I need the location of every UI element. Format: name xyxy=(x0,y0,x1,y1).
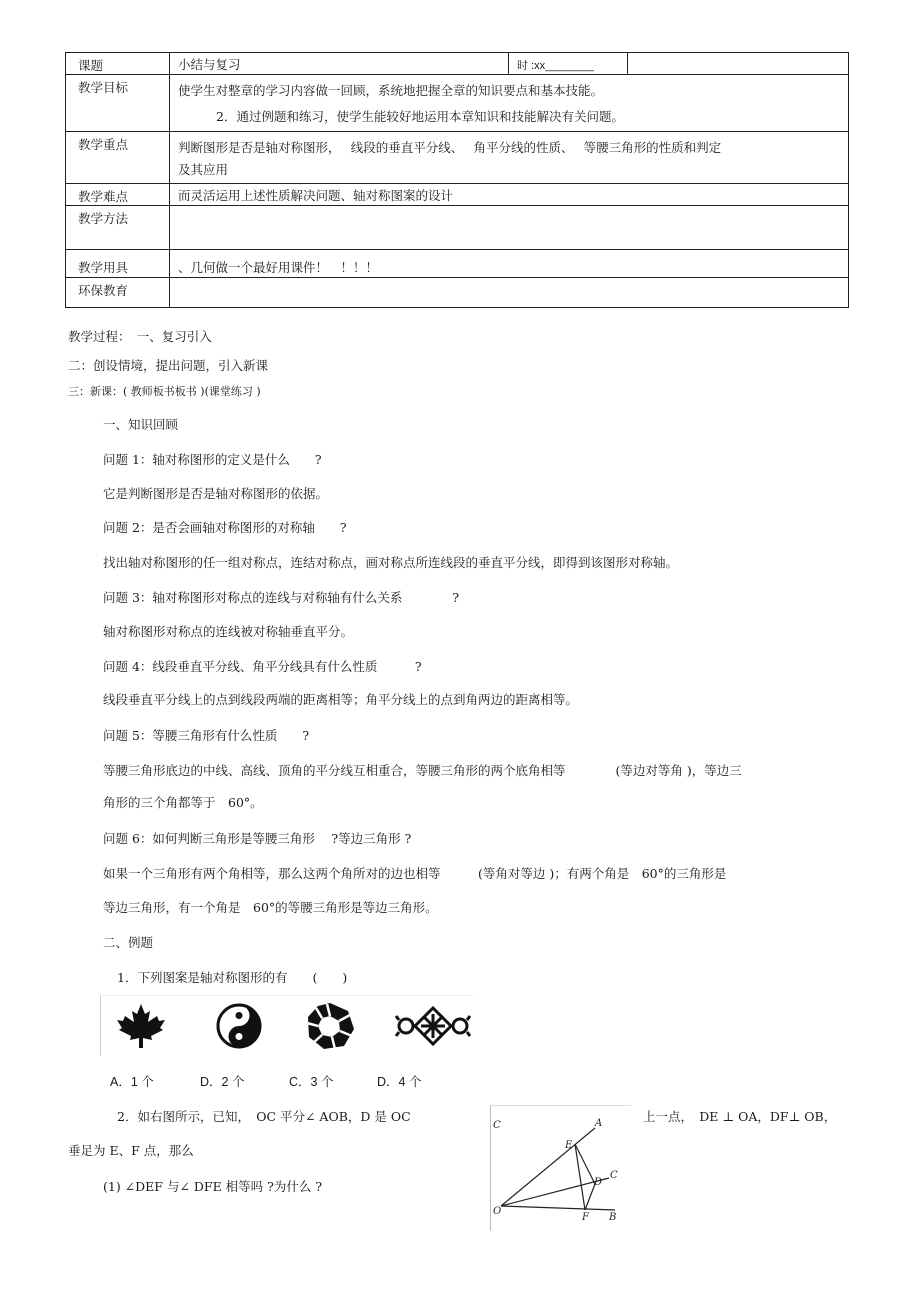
hours-label: 时 :xx________ xyxy=(509,53,628,75)
question-6: 问题 6：如何判断三角形是等腰三角形 ?等边三角形 ? xyxy=(103,831,412,846)
key-cell xyxy=(170,132,849,184)
label-b: B xyxy=(609,1212,617,1223)
answer-6-line-1: 如果一个三角形有两个角相等，那么这两个角所对的边也相等 (等角对等边 )；有两个角是 60°的三角形是 xyxy=(103,866,727,881)
label-e: E xyxy=(565,1140,573,1151)
topic-label: 课题 xyxy=(66,53,170,75)
answer-1: 它是判断图形是否是轴对称图形的依据。 xyxy=(103,486,329,501)
chinese-knot-icon xyxy=(394,1004,472,1048)
label-a: A xyxy=(595,1118,603,1129)
question-1: 问题 1：轴对称图形的定义是什么 ? xyxy=(103,452,322,467)
process-line-3: 三：新课：( 教师板书板书 )(课堂练习 ) xyxy=(68,385,261,398)
goal-line-1: 使学生对整章的学习内容做一回顾，系统地把握全章的知识要点和基本技能。 xyxy=(178,83,604,98)
angle-bisector-figure xyxy=(490,1105,631,1231)
label-d: D xyxy=(594,1177,603,1188)
answer-4: 线段垂直平分线上的点到线段两端的距离相等；角平分线上的点到角两边的距离相等。 xyxy=(103,692,579,707)
geometry-diagram xyxy=(491,1106,631,1231)
key-line-2: 及其应用 xyxy=(178,162,229,177)
symmetry-patterns xyxy=(100,995,473,1056)
process-line-2: 二：创设情境，提出问题，引入新课 xyxy=(68,358,269,373)
ray-ob xyxy=(501,1206,615,1210)
topic-value: 小结与复习 xyxy=(170,53,509,75)
examples-heading: 二、例题 xyxy=(103,935,154,950)
tools-label: 教学用具 xyxy=(66,250,170,278)
example-1: 1．下列图案是轴对称图形的有 ( ) xyxy=(117,970,348,985)
label-c: C xyxy=(610,1170,618,1181)
option-d: D．4 个 xyxy=(377,1075,422,1089)
key-label: 教学重点 xyxy=(66,132,170,184)
key-line-1: 判断图形是否是轴对称图形， 线段的垂直平分线、 角平分线的性质、 等腰三角形的性质和判定 xyxy=(178,140,722,155)
example-2-line-2: 垂足为 E、F 点，那么 xyxy=(68,1143,194,1158)
env-label: 环保教育 xyxy=(66,278,170,308)
hours-empty-cell xyxy=(628,53,849,75)
label-f: F xyxy=(582,1212,589,1223)
method-value xyxy=(170,206,849,250)
aperture-icon xyxy=(303,1000,357,1052)
process-line-1: 教学过程： 一、复习引入 xyxy=(68,329,212,344)
answer-5-line-1: 等腰三角形底边的中线、高线、顶角的平分线互相重合，等腰三角形的两个底角相等 (等边对等角 )，等边三 xyxy=(103,763,742,778)
question-4: 问题 4：线段垂直平分线、角平分线具有什么性质 ? xyxy=(103,659,422,674)
answer-2: 找出轴对称图形的任一组对称点，连结对称点，画对称点所连线段的垂直平分线，即得到该图形对称轴。 xyxy=(103,555,679,570)
goal-cell xyxy=(170,75,849,132)
env-value xyxy=(170,278,849,308)
goal-label: 教学目标 xyxy=(66,75,170,132)
yin-yang-icon xyxy=(213,1002,265,1050)
question-3: 问题 3：轴对称图形对称点的连线与对称轴有什么关系 ? xyxy=(103,590,460,605)
difficulty-value: 而灵活运用上述性质解决问题、轴对称图案的设计 xyxy=(170,184,849,206)
option-b: D．2 个 xyxy=(200,1075,245,1089)
question-2: 问题 2：是否会画轴对称图形的对称轴 ? xyxy=(103,520,347,535)
maple-leaf-icon xyxy=(115,1002,167,1050)
tools-value: 、几何做一个最好用课件！ ！！！ xyxy=(170,250,849,278)
option-c: C．3 个 xyxy=(289,1075,334,1089)
difficulty-label: 教学难点 xyxy=(66,184,170,206)
label-o: O xyxy=(493,1206,502,1217)
example-2-part-2: 上一点， DE ⊥ OA，DF⊥ OB， xyxy=(643,1109,837,1124)
method-label: 教学方法 xyxy=(66,206,170,250)
answer-6-line-2: 等边三角形，有一个角是 60°的等腰三角形是等边三角形。 xyxy=(103,900,438,915)
answer-5-line-2: 角形的三个角都等于 60°。 xyxy=(103,795,263,810)
label-c-top: C xyxy=(493,1120,501,1131)
option-a: A．1 个 xyxy=(110,1075,154,1089)
lesson-plan-table xyxy=(65,52,849,308)
example-2-question-1: (1) ∠DEF 与∠ DFE 相等吗 ?为什么 ? xyxy=(103,1179,323,1194)
review-heading: 一、知识回顾 xyxy=(103,417,179,432)
answer-3: 轴对称图形对称点的连线被对称轴垂直平分。 xyxy=(103,624,354,639)
goal-line-2: 2．通过例题和练习，使学生能较好地运用本章知识和技能解决有关问题。 xyxy=(216,109,624,124)
example-2-part-1: 2．如右图所示，已知， OC 平分∠ AOB，D 是 OC xyxy=(117,1109,411,1124)
question-5: 问题 5：等腰三角形有什么性质 ? xyxy=(103,728,310,743)
